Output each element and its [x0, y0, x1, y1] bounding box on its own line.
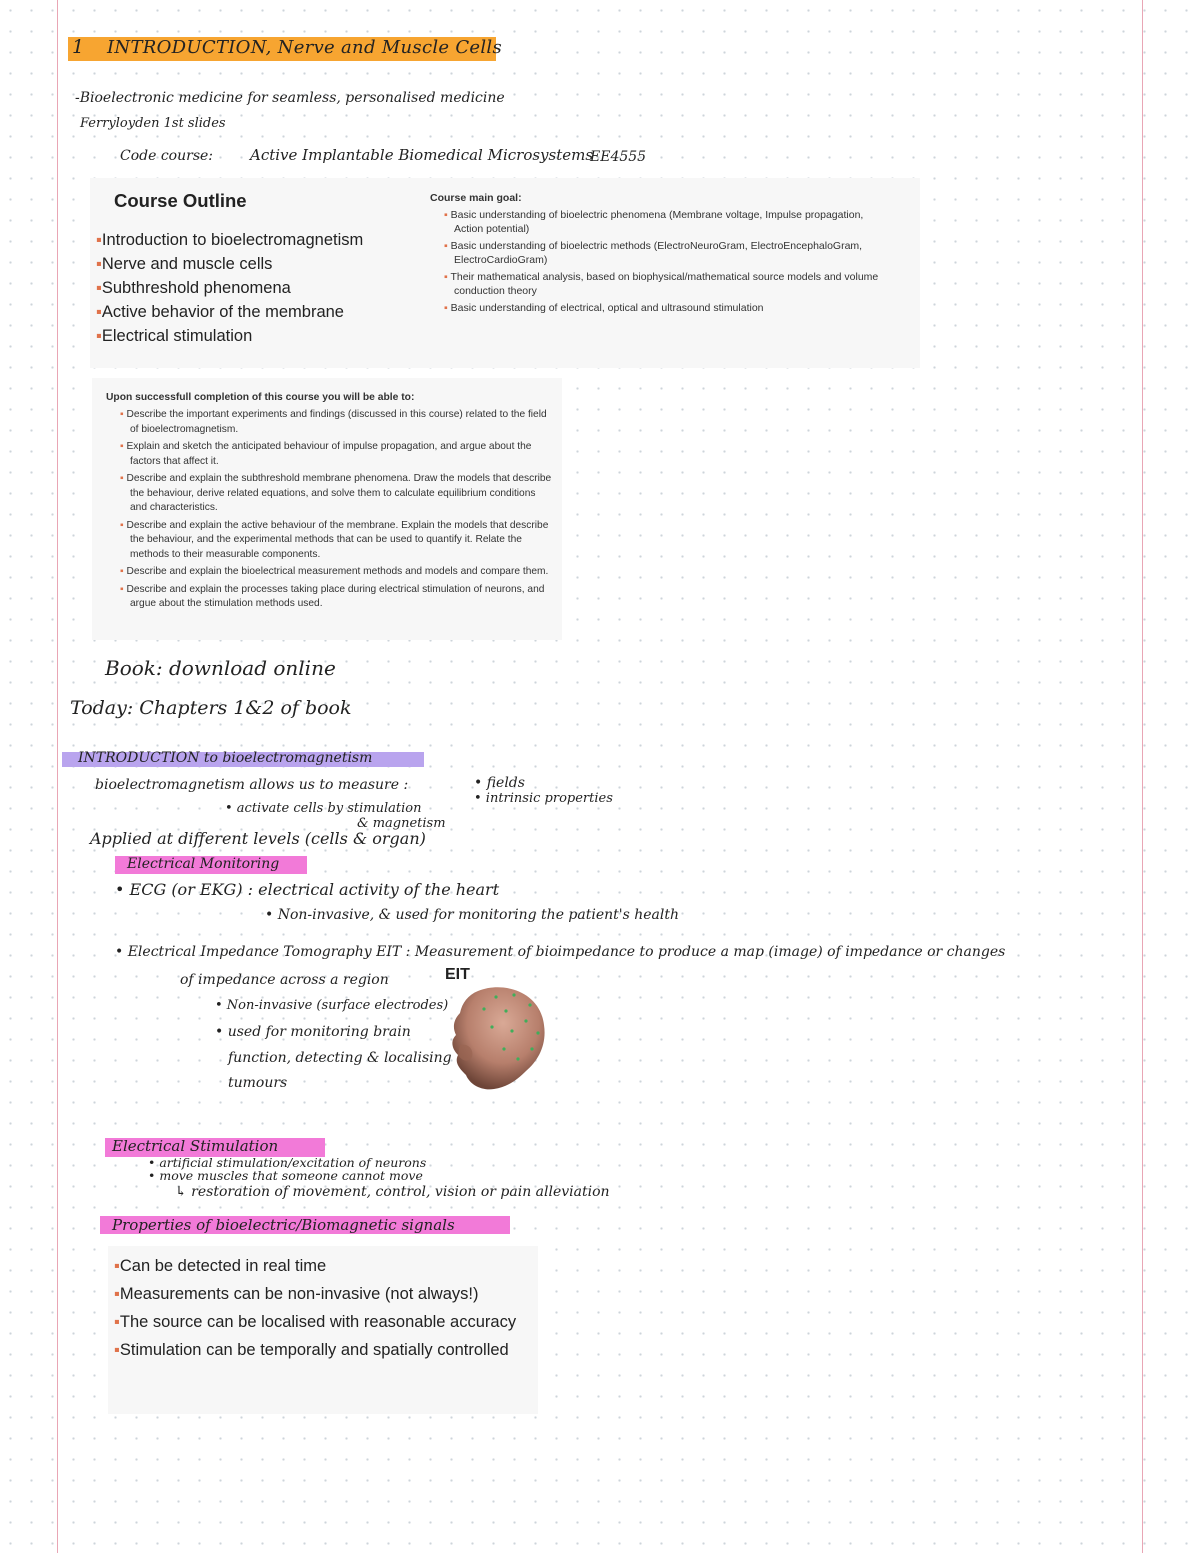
eit-bullet4: tumours: [228, 1075, 288, 1091]
list-item: ▪Can be detected in real time: [114, 1257, 327, 1275]
eit-line-cont: of impedance across a region: [180, 972, 389, 988]
section-number: 1: [72, 36, 85, 58]
objectives-title: Upon successfull completion of this course you will be able to:: [106, 392, 415, 403]
objectives-slide: [92, 378, 562, 640]
bioem-intrinsic: • intrinsic properties: [474, 791, 613, 806]
list-item: ▪ Basic understanding of electrical, optical and ultrasound stimulation: [444, 302, 764, 314]
intro-note-line1: -Bioelectronic medicine for seamless, personalised medicine: [75, 90, 505, 106]
stimulation-bullet2: • move muscles that someone cannot move: [148, 1168, 423, 1183]
list-item: ▪ Explain and sketch the anticipated behaviour of impulse propagation, and argue about the factors that affect it.: [120, 441, 532, 467]
list-item: ▪The source can be localised with reasonable accuracy: [114, 1313, 517, 1331]
list-item: ▪Electrical stimulation: [96, 327, 253, 345]
bioem-line1: bioelectromagnetism allows us to measure :: [95, 777, 409, 793]
outline-title: Course Outline: [114, 190, 247, 211]
list-item: ▪ Describe and explain the active behaviour of the membrane. Explain the models that describe the behaviour, and the experimental methods that can be used to quantify it. Relate the methods to their measurable components.: [120, 519, 549, 560]
book-note: Book: download online: [105, 656, 336, 680]
stimulation-heading: Electrical Stimulation: [112, 1137, 279, 1155]
outline-list: [96, 231, 363, 351]
bioem-heading: INTRODUCTION to bioelectromagnetism: [78, 750, 373, 766]
bioem-fields: • fields: [474, 775, 525, 791]
list-item: ▪ Basic understanding of bioelectric methods (ElectroNeuroGram, ElectroEncephaloGram, ElectroCardioGram): [444, 240, 863, 266]
list-item: ▪Measurements can be non-invasive (not always!): [114, 1285, 479, 1303]
eit-line: • Electrical Impedance Tomography EIT : Measurement of bioimpedance to produce a map (image) of impedance or changes: [115, 944, 1006, 960]
intro-note-line2: Ferryloyden 1st slides: [80, 116, 226, 131]
list-item: ▪ Basic understanding of bioelectric phenomena (Membrane voltage, Impulse propagation, Action potential): [444, 209, 864, 235]
left-margin-line: [57, 0, 58, 1553]
list-item: ▪ Describe the important experiments and findings (discussed in this course) related to the field of bioelectromagnetism.: [120, 409, 547, 435]
bioem-line2: • activate cells by stimulation: [225, 801, 422, 816]
code-course-label: Code course:: [120, 148, 214, 164]
stimulation-bullet3: ↳ restoration of movement, control, vision or pain alleviation: [175, 1184, 610, 1200]
list-item: ▪Subthreshold phenomena: [96, 279, 291, 297]
list-item: ▪ Describe and explain the processes taking place during electrical stimulation of neurons, and argue about the stimulation methods used.: [120, 583, 545, 609]
page-title: INTRODUCTION, Nerve and Muscle Cells: [107, 37, 503, 58]
list-item: ▪ Describe and explain the subthreshold membrane phenomena. Draw the models that describe the behaviour, derive related equations, and solve them to calculate equilibrium conditions and characteristics.: [120, 473, 552, 513]
eit-label: EIT: [445, 966, 470, 983]
list-item: ▪Active behavior of the membrane: [96, 303, 344, 321]
list-item: ▪Stimulation can be temporally and spatially controlled: [114, 1341, 509, 1359]
code-course-name: Active Implantable Biomedical Microsystems: [250, 146, 594, 164]
bioem-magnetism: & magnetism: [357, 816, 446, 831]
list-item: ▪Nerve and muscle cells: [96, 255, 273, 273]
today-note: Today: Chapters 1&2 of book: [70, 697, 352, 719]
bioem-applied: Applied at different levels (cells & organ): [90, 829, 426, 848]
properties-list: [114, 1255, 534, 1367]
objectives-list: [120, 408, 552, 615]
ecg-line: • ECG (or EKG) : electrical activity of the heart: [115, 880, 500, 899]
list-item: ▪Introduction to bioelectromagnetism: [96, 231, 364, 249]
properties-slide: [108, 1246, 538, 1414]
goal-title: Course main goal:: [430, 192, 522, 204]
right-margin-line: [1142, 0, 1143, 1553]
eit-head-illustration: [448, 983, 548, 1093]
goal-list: [444, 208, 884, 318]
list-item: ▪ Describe and explain the bioelectrical measurement methods and models and compare them.: [120, 566, 549, 577]
monitoring-heading: Electrical Monitoring: [127, 856, 280, 872]
ecg-sub-line: • Non-invasive, & used for monitoring the patient's health: [265, 907, 680, 923]
eit-bullet2: • used for monitoring brain: [215, 1024, 411, 1040]
eit-bullet1: • Non-invasive (surface electrodes): [215, 998, 449, 1013]
course-outline-slide: [90, 178, 920, 368]
properties-heading: Properties of bioelectric/Biomagnetic signals: [112, 1216, 455, 1234]
eit-bullet3: function, detecting & localising: [228, 1050, 452, 1066]
stimulation-bullet1: • artificial stimulation/excitation of neurons: [148, 1155, 427, 1170]
list-item: ▪ Their mathematical analysis, based on biophysical/mathematical source models and volume conduction theory: [444, 271, 879, 297]
code-course-id: EE4555: [590, 149, 647, 165]
